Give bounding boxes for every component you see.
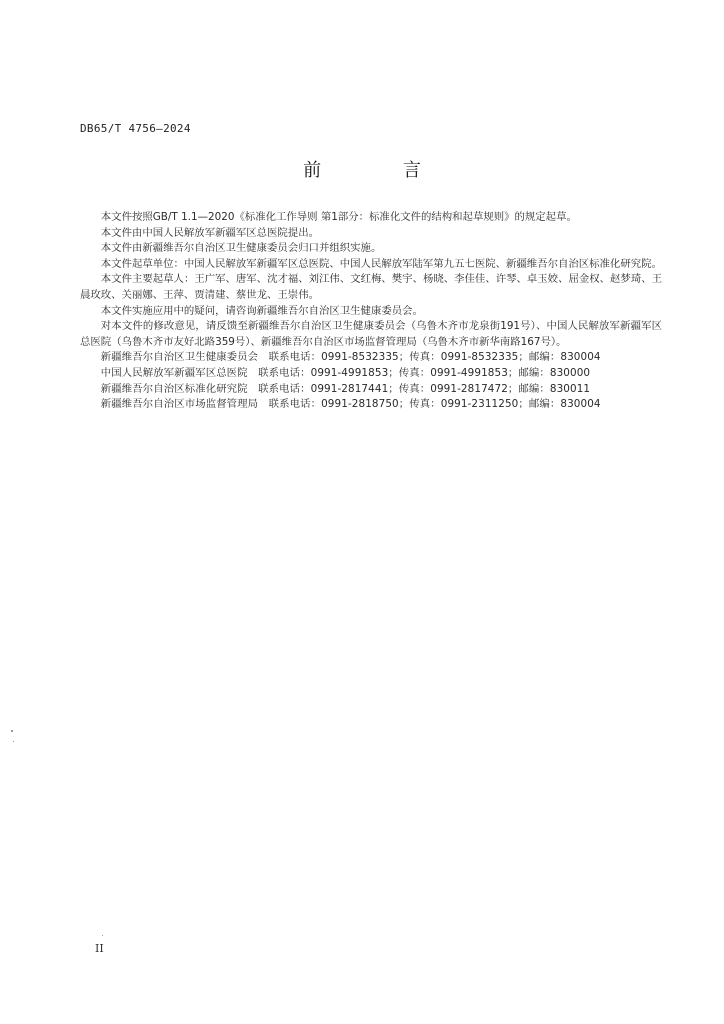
contact-line: 新疆维吾尔自治区市场监督管理局 联系电话：0991-2818750；传真：0991-2311250；邮编：830004 (100, 398, 601, 411)
contact-line: 新疆维吾尔自治区标准化研究院 联系电话：0991-2817441；传真：0991-2817472；邮编：830011 (100, 382, 591, 395)
paragraph-administrator: 本文件由新疆维吾尔自治区卫生健康委员会归口并组织实施。 (100, 242, 382, 255)
paragraph-feedback: 对本文件的修改意见，请反馈至新疆维吾尔自治区卫生健康委员会（乌鲁木齐市龙泉街191号）、中国人民解放军新疆军区总医院（乌鲁木齐市友好北路359号）、新疆维吾尔自治区市场监督管理局（乌鲁木齐市新华南路167号）。 (80, 320, 662, 348)
scan-speck (11, 730, 13, 732)
paragraph-inquiries: 本文件实施应用中的疑问，请咨询新疆维吾尔自治区卫生健康委员会。 (100, 304, 423, 317)
paragraph-drafters: 本文件主要起草人：王广军、唐军、沈才福、刘江伟、文红梅、樊宇、杨晓、李佳佳、许琴、卓玉姣、屈金权、赵梦琦、王晨玫玫、关丽娜、王萍、贾清建、蔡世龙、王崇伟。 (80, 273, 662, 301)
paragraph-drafting-rules: 本文件按照GB/T 1.1—2020《标准化工作导则 第1部分：标准化文件的结构和起草规则》的规定起草。 (100, 211, 577, 223)
standard-code: DB65/T 4756—2024 (80, 122, 191, 135)
paragraph-drafting-units: 本文件起草单位：中国人民解放军新疆军区总医院、中国人民解放军陆军第九五七医院、新疆维吾尔自治区标准化研究院。 (100, 257, 662, 270)
page-title: 前 言 (303, 160, 459, 181)
contact-line: 中国人民解放军新疆军区总医院 联系电话：0991-4991853；传真：0991-4991853；邮编：830000 (100, 366, 591, 379)
contact-line: 新疆维吾尔自治区卫生健康委员会 联系电话：0991-8532335；传真：0991-8532335；邮编：830004 (100, 351, 601, 364)
scan-speck (102, 935, 103, 936)
paragraph-proposer: 本文件由中国人民解放军新疆军区总医院提出。 (100, 226, 319, 239)
page-number: II (95, 942, 104, 955)
scan-speck (13, 741, 14, 742)
foreword-body (80, 210, 662, 413)
